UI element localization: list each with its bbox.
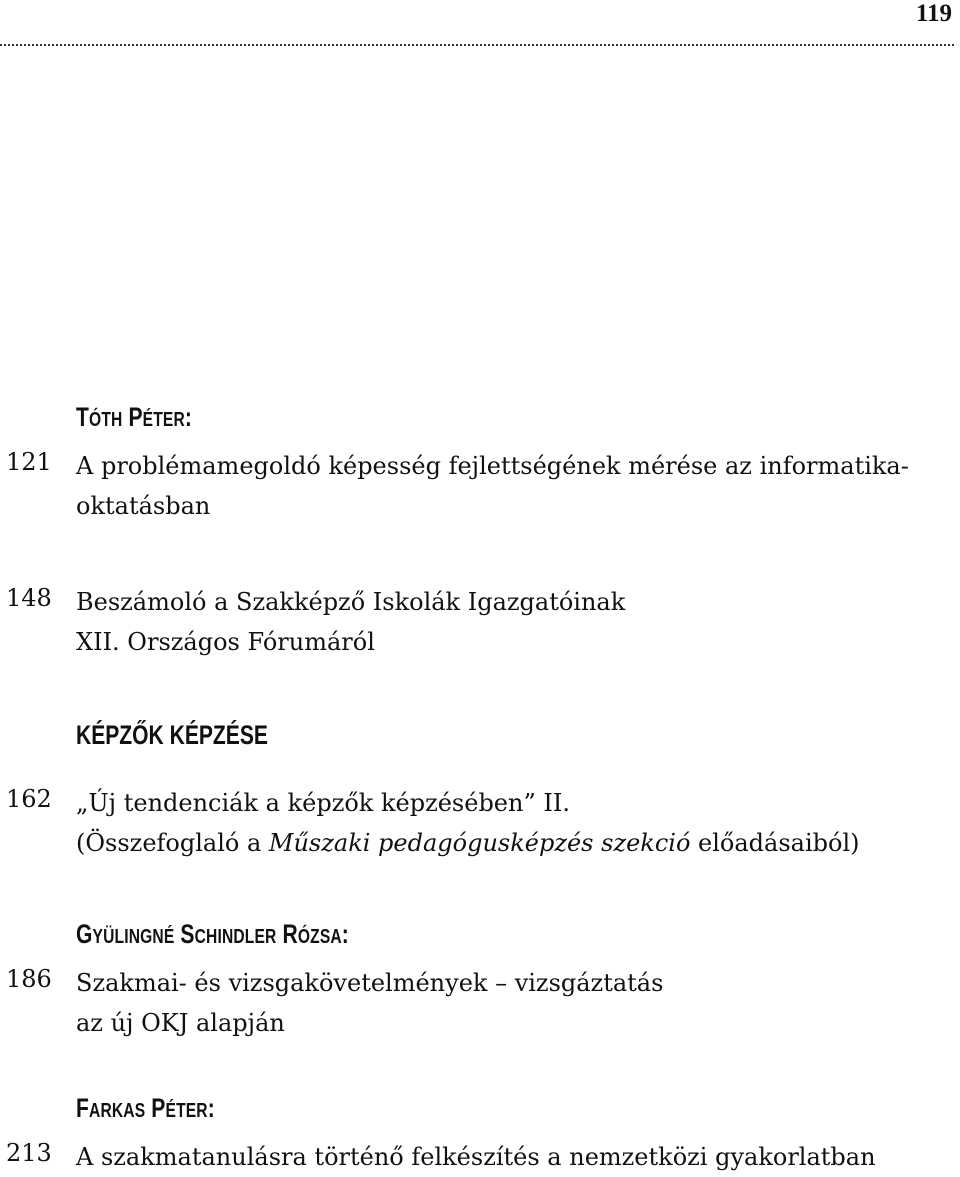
entry-title-line: A problémamegoldó képesség fejlettségének mérése az informatika- bbox=[76, 452, 909, 480]
entry-title-line: az új OKJ alapján bbox=[76, 1009, 285, 1037]
entry-title-italic: Műszaki pedagógusképzés szekció bbox=[268, 829, 691, 857]
entry-title bbox=[76, 582, 956, 662]
author-farkas-peter: FARKAS PÉTER: bbox=[76, 1093, 215, 1123]
entry-title-line: Szakmai- és vizsgakövetelmények – vizsgáztatás bbox=[76, 969, 664, 997]
entry-number: 148 bbox=[6, 584, 52, 612]
entry-title-line bbox=[76, 823, 956, 863]
entry-title bbox=[76, 446, 956, 526]
entry-number: 162 bbox=[6, 785, 52, 813]
entry-title-text: előadásaiból) bbox=[690, 829, 860, 857]
entry-title bbox=[76, 783, 956, 863]
section-title: KÉPZŐK KÉPZÉSE bbox=[76, 720, 268, 750]
entry-title bbox=[76, 963, 956, 1043]
author-gyulingne-schindler-rozsa: GYÜLINGNÉ SCHINDLER RÓZSA: bbox=[76, 919, 349, 949]
author-toth-peter: TÓTH PÉTER: bbox=[76, 402, 193, 432]
entry-title-line: Beszámoló a Szakképző Iskolák Igazgatóinak bbox=[76, 588, 626, 616]
entry-title-line: A szakmatanulásra történő felkészítés a nemzetközi gyakorlatban bbox=[76, 1143, 876, 1171]
header-rule bbox=[0, 44, 954, 46]
entry-title bbox=[76, 1137, 956, 1177]
entry-title-line: oktatásban bbox=[76, 492, 211, 520]
entry-title-line: „Új tendenciák a képzők képzésében” II. bbox=[76, 789, 570, 817]
entry-number: 213 bbox=[6, 1139, 52, 1167]
entry-title-line: XII. Országos Fórumáról bbox=[76, 628, 375, 656]
entry-number: 121 bbox=[6, 448, 52, 476]
page-number: 119 bbox=[915, 0, 952, 27]
entry-title-text: (Összefoglaló a bbox=[76, 829, 269, 857]
entry-number: 186 bbox=[6, 965, 52, 993]
